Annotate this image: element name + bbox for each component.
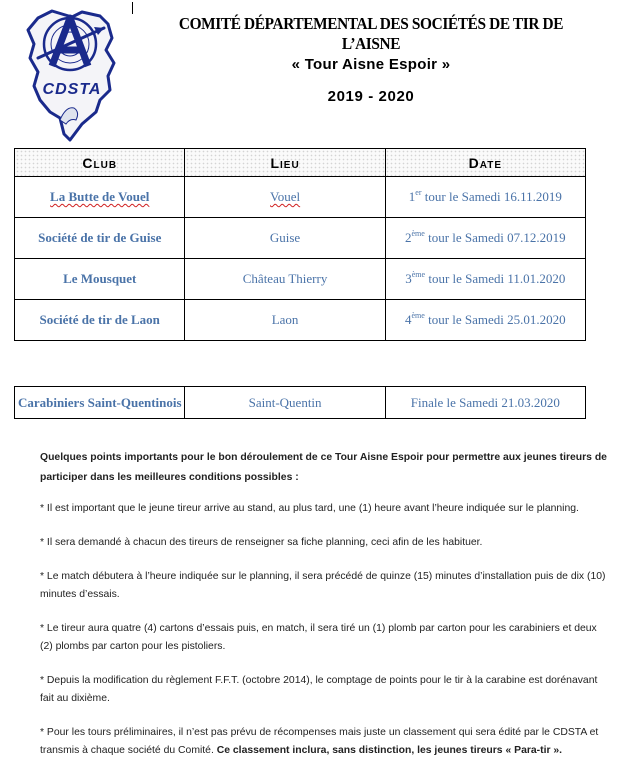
event-subtitle: « Tour Aisne Espoir »: [291, 56, 451, 73]
round-number: 3: [405, 271, 412, 286]
club-cell: Le Mousquet: [15, 259, 185, 300]
final-date-cell: Finale le Samedi 21.03.2020: [385, 387, 585, 419]
round-date: tour le Samedi 16.11.2019: [421, 189, 562, 204]
final-club-cell: Carabiniers Saint-Quentinois: [15, 387, 185, 419]
round-suffix: ème: [411, 270, 426, 279]
column-header-date: Date: [385, 149, 585, 177]
note-item: * Le match débutera à l’heure indiquée sur le planning, il sera précédé de quinze (15) minutes d’installation puis de dix (10) minutes d’essais.: [40, 571, 606, 600]
round-date: tour le Samedi 07.12.2019: [424, 230, 566, 245]
note-emphasis: Ce classement inclura, sans distinction, les jeunes tireurs « Para-tir ».: [213, 745, 563, 756]
column-header-club: Club: [15, 149, 185, 177]
club-cell: Société de tir de Laon: [15, 300, 185, 341]
final-row: [15, 387, 586, 419]
date-cell: [385, 218, 585, 259]
lieu-cell: Château Thierry: [185, 259, 385, 300]
date-cell: [385, 300, 585, 341]
round-date: tour le Samedi 11.01.2020: [425, 271, 566, 286]
round-number: 2: [405, 230, 412, 245]
cdsta-logo: [20, 8, 130, 146]
notes-intro: Quelques points importants pour le bon déroulement de ce Tour Aisne Espoir pour permettre aux jeunes tireurs de participer dans les meilleures conditions possibles :: [40, 452, 607, 483]
final-table: [14, 386, 586, 419]
lieu-cell: Laon: [185, 300, 385, 341]
season-label: 2019 - 2020: [327, 88, 415, 105]
lieu-name: Vouel: [270, 189, 301, 204]
round-number: 1: [408, 189, 416, 204]
table-row: [15, 259, 586, 300]
table-header-row: [15, 149, 586, 177]
round-number: 4: [405, 312, 412, 327]
logo-text: CDSTA: [42, 81, 102, 98]
important-notes: [40, 448, 608, 776]
round-suffix: ème: [411, 311, 425, 320]
lieu-cell: Guise: [185, 218, 385, 259]
club-name: La Butte de Vouel: [50, 189, 150, 204]
club-cell: [15, 177, 185, 218]
lieu-cell: [185, 177, 385, 218]
note-text: * Pour les tours préliminaires, il n’est pas prévu de récompenses mais juste un classement qui sera édité par le CDSTA et transmis à chaque société du Comité.: [40, 727, 599, 756]
table-row: [15, 300, 586, 341]
date-cell: [385, 259, 585, 300]
round-suffix: ème: [411, 229, 425, 238]
round-date: tour le Samedi 25.01.2020: [424, 312, 566, 327]
document-title: COMITÉ DÉPARTEMENTAL DES SOCIÉTÉS DE TIR DE L’AISNE: [178, 14, 564, 53]
note-item: * Il sera demandé à chacun des tireurs de renseigner sa fiche planning, ceci afin de les habituer.: [40, 537, 483, 548]
date-cell: [385, 177, 585, 218]
round-suffix: er: [415, 188, 422, 197]
schedule-table: [14, 148, 586, 341]
column-header-lieu: Lieu: [185, 149, 385, 177]
final-lieu-cell: Saint-Quentin: [185, 387, 385, 419]
note-item: * Le tireur aura quatre (4) cartons d’essais puis, en match, il sera tiré un (1) plomb par carton pour les carabiniers et deux (2) plombs par carton pour les pistoliers.: [40, 623, 597, 652]
note-item: [40, 724, 608, 760]
table-row: [15, 218, 586, 259]
club-cell: Société de tir de Guise: [15, 218, 185, 259]
text-cursor: [132, 2, 133, 14]
note-item: * Il est important que le jeune tireur arrive au stand, au plus tard, une (1) heure avant l’heure indiquée sur le planning.: [40, 503, 579, 514]
note-item: * Depuis la modification du règlement F.F.T. (octobre 2014), le comptage de points pour le tir à la carabine est dorénavant fait au dixième.: [40, 675, 598, 704]
table-row: [15, 177, 586, 218]
